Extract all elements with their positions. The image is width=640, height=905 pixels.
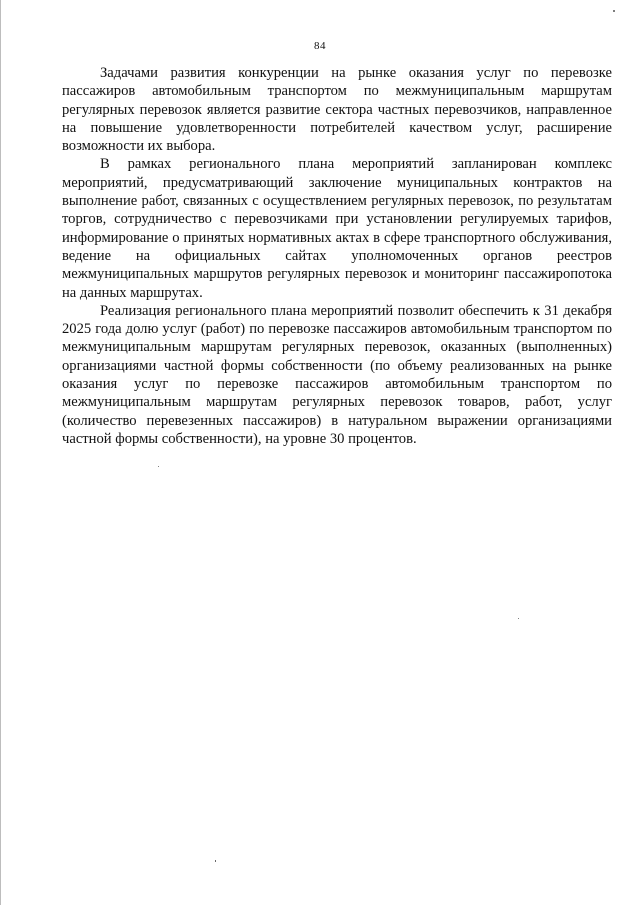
paragraph-implementation-result: Реализация регионального плана мероприятий позволит обеспечить к 31 декабря 2025 года долю услуг (работ) по перевозке пассажиров автомобильным транспортом по межмуниципальным маршрутам регулярных перевозок, оказанных (выполненных) организациями частной формы собственности (по объему реализованных на рынке оказания услуг по перевозке пассажиров автомобильным транспортом по межмуниципальным маршрутам регулярных перевозок товаров, работ, услуг (количество перевезенных пассажиров) в натуральном выражении организациями частной формы собственности), на уровне 30 процентов.	[62, 302, 612, 447]
paragraph-competition-goals: Задачами развития конкуренции на рынке оказания услуг по перевозке пассажиров автомобильным транспортом по межмуниципальным маршрутам регулярных перевозок является развитие сектора частных перевозчиков, направленное на повышение удовлетворенности потребителей качеством услуг, расширение возможности их выбора.	[62, 65, 612, 155]
page-number: 84	[314, 40, 326, 52]
scan-speck	[518, 618, 519, 619]
document-body	[62, 64, 612, 448]
scan-speck	[613, 10, 615, 12]
scan-speck	[158, 466, 159, 467]
paragraph-regional-plan: В рамках регионального плана мероприятий запланирован комплекс мероприятий, предусматривающий заключение муниципальных контрактов на выполнение работ, связанных с осуществлением регулярных перевозок, по результатам торгов, сотрудничество с перевозчиками при установлении регулируемых тарифов, информирование о принятых нормативных актах в сфере транспортного обслуживания, ведение на официальных сайтах уполномоченных органов реестров межмуниципальных маршрутов регулярных перевозок и мониторинг пассажиропотока на данных маршрутах.	[62, 156, 612, 301]
scan-edge-line	[0, 0, 1, 905]
scan-speck	[215, 860, 216, 862]
